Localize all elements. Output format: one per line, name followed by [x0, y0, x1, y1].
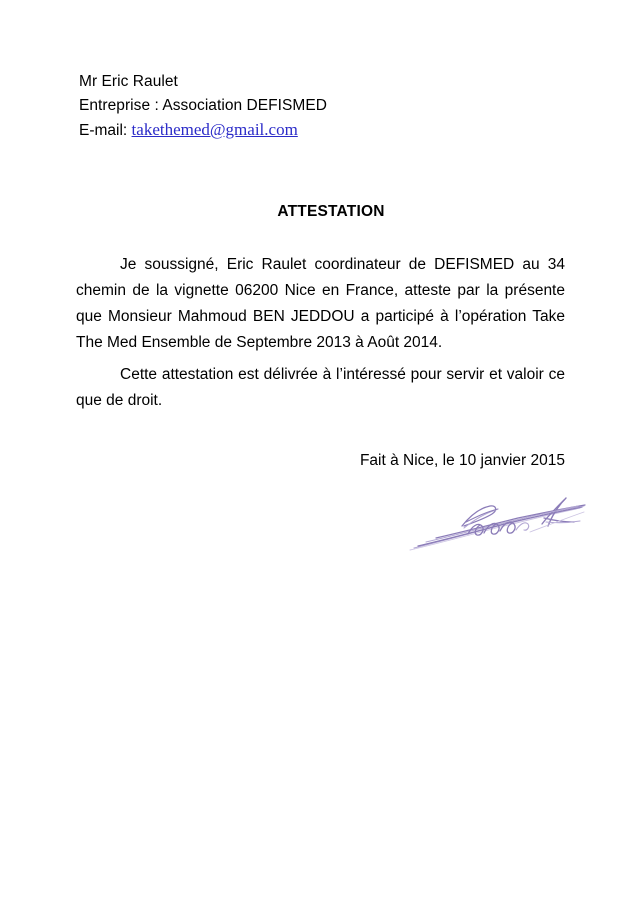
document-title: ATTESTATION — [277, 203, 385, 220]
signature-image — [406, 492, 586, 558]
date-line: Fait à Nice, le 10 janvier 2015 — [359, 452, 565, 469]
document-body — [76, 252, 565, 414]
sender-organization: Entreprise : Association DEFISMED — [79, 97, 328, 114]
sender-email-line — [79, 118, 499, 143]
sender-header-block — [79, 70, 499, 143]
email-label: E-mail: — [79, 122, 128, 139]
email-link[interactable]: takethemed@gmail.com — [131, 120, 298, 139]
body-paragraph-1: Je soussigné, Eric Raulet coordinateur de DEFISMED au 34 chemin de la vignette 06200 Nice en France, atteste par la présente que Monsieur Mahmoud BEN JEDDOU a participé à l’opération Take The Med Ensemble de Septembre 2013 à Août 2014. — [76, 256, 565, 351]
signature-strokes — [410, 498, 585, 550]
sender-name: Mr Eric Raulet — [79, 73, 178, 90]
body-paragraph-2: Cette attestation est délivrée à l’intéressé pour servir et valoir ce que de droit. — [76, 366, 565, 409]
